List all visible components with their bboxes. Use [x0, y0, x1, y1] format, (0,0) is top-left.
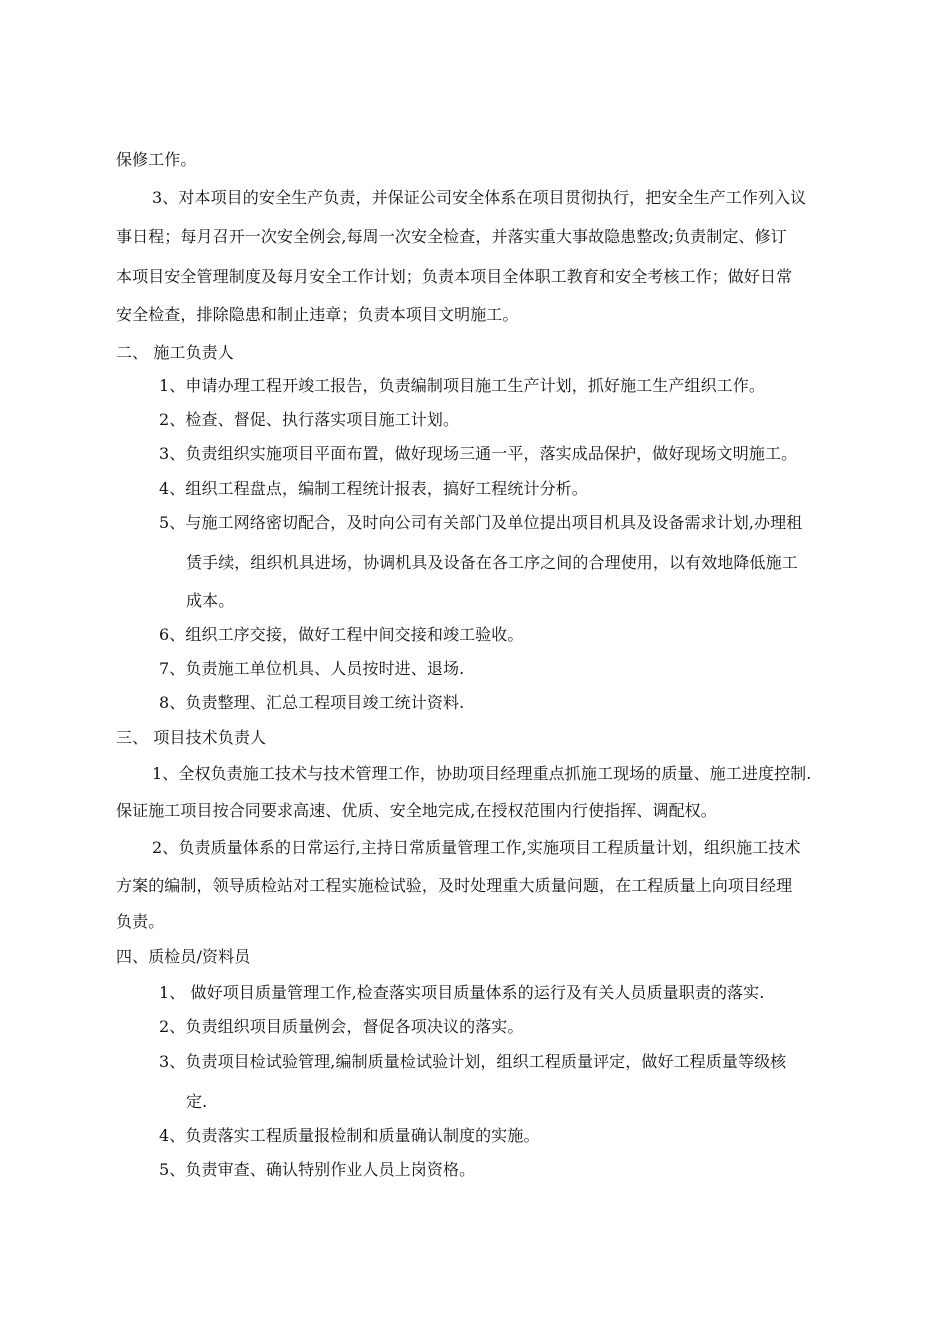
list-item: 5、负责审查、确认特别作业人员上岗资格。: [159, 1160, 476, 1179]
text-line: 事日程；每月召开一次安全例会,每周一次安全检查，并落实重大事故隐患整改;负责制定、修订: [116, 227, 787, 246]
list-item-continuation: 赁手续，组织机具进场，协调机具及设备在各工序之间的合理使用，以有效地降低施工: [186, 553, 798, 572]
list-item: 2、负责组织项目质量例会，督促各项决议的落实。: [159, 1017, 524, 1036]
text-line: 本项目安全管理制度及每月安全工作计划；负责本项目全体职工教育和安全考核工作；做好日常: [116, 267, 793, 286]
section-heading: 三、 项目技术负责人: [116, 728, 267, 747]
text-line: 负责。: [116, 912, 165, 931]
list-item: 3、负责项目检试验管理,编制质量检试验计划，组织工程质量评定，做好工程质量等级核: [159, 1052, 787, 1071]
list-item: 1、 做好项目质量管理工作,检查落实项目质量体系的运行及有关人员质量职责的落实.: [159, 983, 765, 1002]
list-item: 4、组织工程盘点，编制工程统计报表，搞好工程统计分析。: [159, 479, 588, 498]
list-item: 5、与施工网络密切配合，及时向公司有关部门及单位提出项目机具及设备需求计划,办理租: [159, 513, 803, 532]
list-item: 6、组织工序交接，做好工程中间交接和竣工验收。: [159, 625, 524, 644]
text-line: 1、全权负责施工技术与技术管理工作，协助项目经理重点抓施工现场的质量、施工进度控制.: [152, 764, 812, 783]
list-item: 4、负责落实工程质量报检制和质量确认制度的实施。: [159, 1126, 540, 1145]
list-item: 3、负责组织实施项目平面布置，做好现场三通一平，落实成品保护，做好现场文明施工。: [159, 444, 798, 463]
text-line: 2、负责质量体系的日常运行,主持日常质量管理工作,实施项目工程质量计划，组织施工技术: [152, 838, 801, 857]
section-heading: 四、质检员/资料员: [116, 947, 251, 966]
text-line: 保证施工项目按合同要求高速、优质、安全地完成,在授权范围内行使指挥、调配权。: [116, 801, 717, 820]
text-line: 保修工作。: [116, 150, 197, 169]
list-item: 8、负责整理、汇总工程项目竣工统计资料.: [159, 693, 465, 712]
section-heading: 二、 施工负责人: [116, 343, 234, 362]
list-item-continuation: 定.: [186, 1092, 208, 1111]
text-line: 方案的编制，领导质检站对工程实施检试验，及时处理重大质量问题，在工程质量上向项目经理: [116, 876, 793, 895]
list-item: 1、申请办理工程开竣工报告，负责编制项目施工生产计划，抓好施工生产组织工作。: [159, 376, 765, 395]
list-item: 2、检查、督促、执行落实项目施工计划。: [159, 410, 460, 429]
text-line: 安全检查，排除隐患和制止违章；负责本项目文明施工。: [116, 305, 519, 324]
list-item: 7、负责施工单位机具、人员按时进、退场.: [159, 659, 465, 678]
list-item-continuation: 成本。: [186, 591, 235, 610]
text-line: 3、对本项目的安全生产负责，并保证公司安全体系在项目贯彻执行，把安全生产工作列入议: [152, 188, 807, 207]
